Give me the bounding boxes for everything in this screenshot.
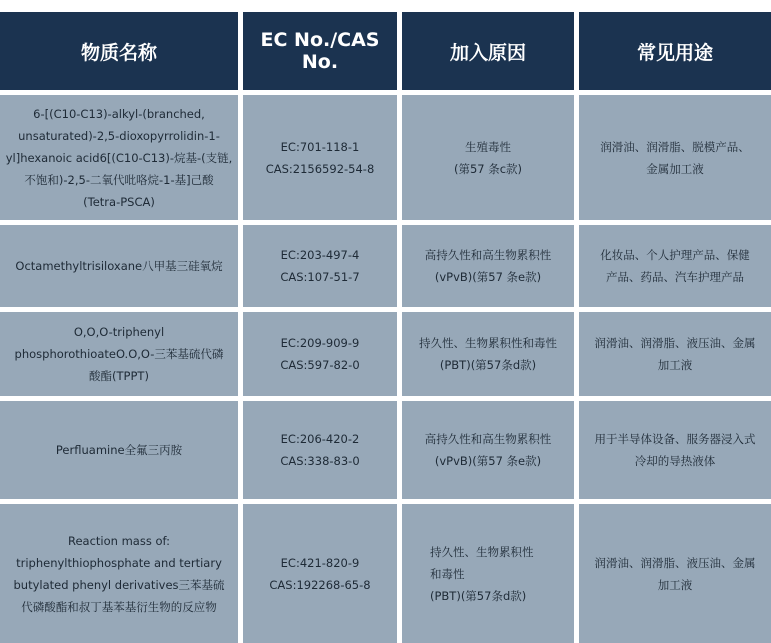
row2-name-line1: Octamethyltrisiloxane八甲基三硅氧烷 [15,259,223,273]
row5-reason-line3: (PBT)(第57条d款) [430,588,527,603]
row2-reason [402,225,574,307]
row4-use-line2: 冷却的导热液体 [634,454,716,468]
row3-use-line2: 加工液 [657,358,693,372]
row1-ec-cas [243,95,397,220]
row1-ec: EC:701-118-1 [280,139,360,154]
row1-reason-line1: 生殖毒性 [465,139,511,154]
row1-name-line4: 不饱和)-2,5-二氧代吡咯烷-1-基]己酸 [24,172,214,187]
row4-cas: CAS:338-83-0 [280,454,360,468]
row2-ec: EC:203-497-4 [280,248,360,262]
row4-use [579,401,771,499]
header-reason: 加入原因 [402,12,574,90]
row2-reason-line2: (vPvB)(第57 条e款) [434,270,542,284]
row3-use-line1: 润滑油、润滑脂、液压油、金属 [594,336,756,350]
row1-substance-name [0,95,238,220]
row4-name-line1: Perfluamine全氟三丙胺 [55,443,183,457]
header-common-use: 常见用途 [579,12,771,90]
header-ec-cas: EC No./CAS No. [243,12,397,90]
row1-reason [402,95,574,220]
row4-use-line1: 用于半导体设备、服务器浸入式 [594,432,756,446]
row4-reason-line1: 高持久性和高生物累积性 [424,432,552,446]
row1-use [579,95,771,220]
row5-name-line1: Reaction mass of: [67,533,171,548]
row5-cas: CAS:192268-65-8 [269,577,371,592]
row5-ec-cas [243,504,397,643]
row5-reason [402,504,574,643]
row3-reason-line1: 持久性、生物累积性和毒性 [419,336,557,350]
row5-reason-line2: 和毒性 [430,566,465,581]
row4-reason [402,401,574,499]
row5-ec: EC:421-820-9 [280,555,360,570]
row5-use-line2: 加工液 [657,577,693,592]
row2-substance-name [0,225,238,307]
row1-name-line5: (Tetra-PSCA) [83,194,155,209]
row3-name-line1: O,O,O-triphenyl [73,325,165,339]
row4-substance-name [0,401,238,499]
row5-reason-line1: 持久性、生物累积性 [430,544,534,559]
row2-use-line2: 产品、药品、汽车护理产品 [606,270,744,284]
row3-ec: EC:209-909-9 [280,336,360,350]
row1-name-line3: yl]hexanoic acid6[(C10-C13)-烷基-(支链, [5,150,233,165]
row2-use-line1: 化妆品、个人护理产品、保健 [600,248,750,262]
row1-use-line1: 润滑油、润滑脂、脱模产品、 [600,139,750,154]
row2-cas: CAS:107-51-7 [280,270,360,284]
header-substance-name: 物质名称 [0,12,238,90]
row3-cas: CAS:597-82-0 [280,358,360,372]
row1-cas: CAS:2156592-54-8 [265,161,375,176]
row5-substance-name [0,504,238,643]
row3-use [579,312,771,396]
row5-use [579,504,771,643]
row3-reason [402,312,574,396]
row1-reason-line2: (第57 条c款) [453,161,523,176]
row1-name-line2: unsaturated)-2,5-dioxopyrrolidin-1- [18,128,220,143]
row4-reason-line2: (vPvB)(第57 条e款) [434,454,542,468]
row4-ec: EC:206-420-2 [280,432,360,446]
row1-name-line1: 6-[(C10-C13)-alkyl-(branched, [33,106,205,121]
row5-name-line2: triphenylthiophosphate and tertiary [16,555,222,570]
row3-substance-name [0,312,238,396]
row5-name-line3: butylated phenyl derivatives三苯基硫 [13,577,225,592]
row2-reason-line1: 高持久性和高生物累积性 [424,248,552,262]
row4-ec-cas [243,401,397,499]
row3-ec-cas [243,312,397,396]
row1-use-line2: 金属加工液 [646,161,704,176]
row2-use [579,225,771,307]
row3-name-line2: phosphorothioateO.O,O-三苯基硫代磷 [14,347,224,361]
row3-reason-line2: (PBT)(第57条d款) [439,358,537,372]
row3-name-line3: 酸酯(TPPT) [89,369,149,383]
row5-use-line1: 润滑油、润滑脂、液压油、金属 [594,555,756,570]
row5-name-line4: 代磷酸酯和叔丁基苯基衍生物的反应物 [21,599,217,614]
row2-ec-cas [243,225,397,307]
